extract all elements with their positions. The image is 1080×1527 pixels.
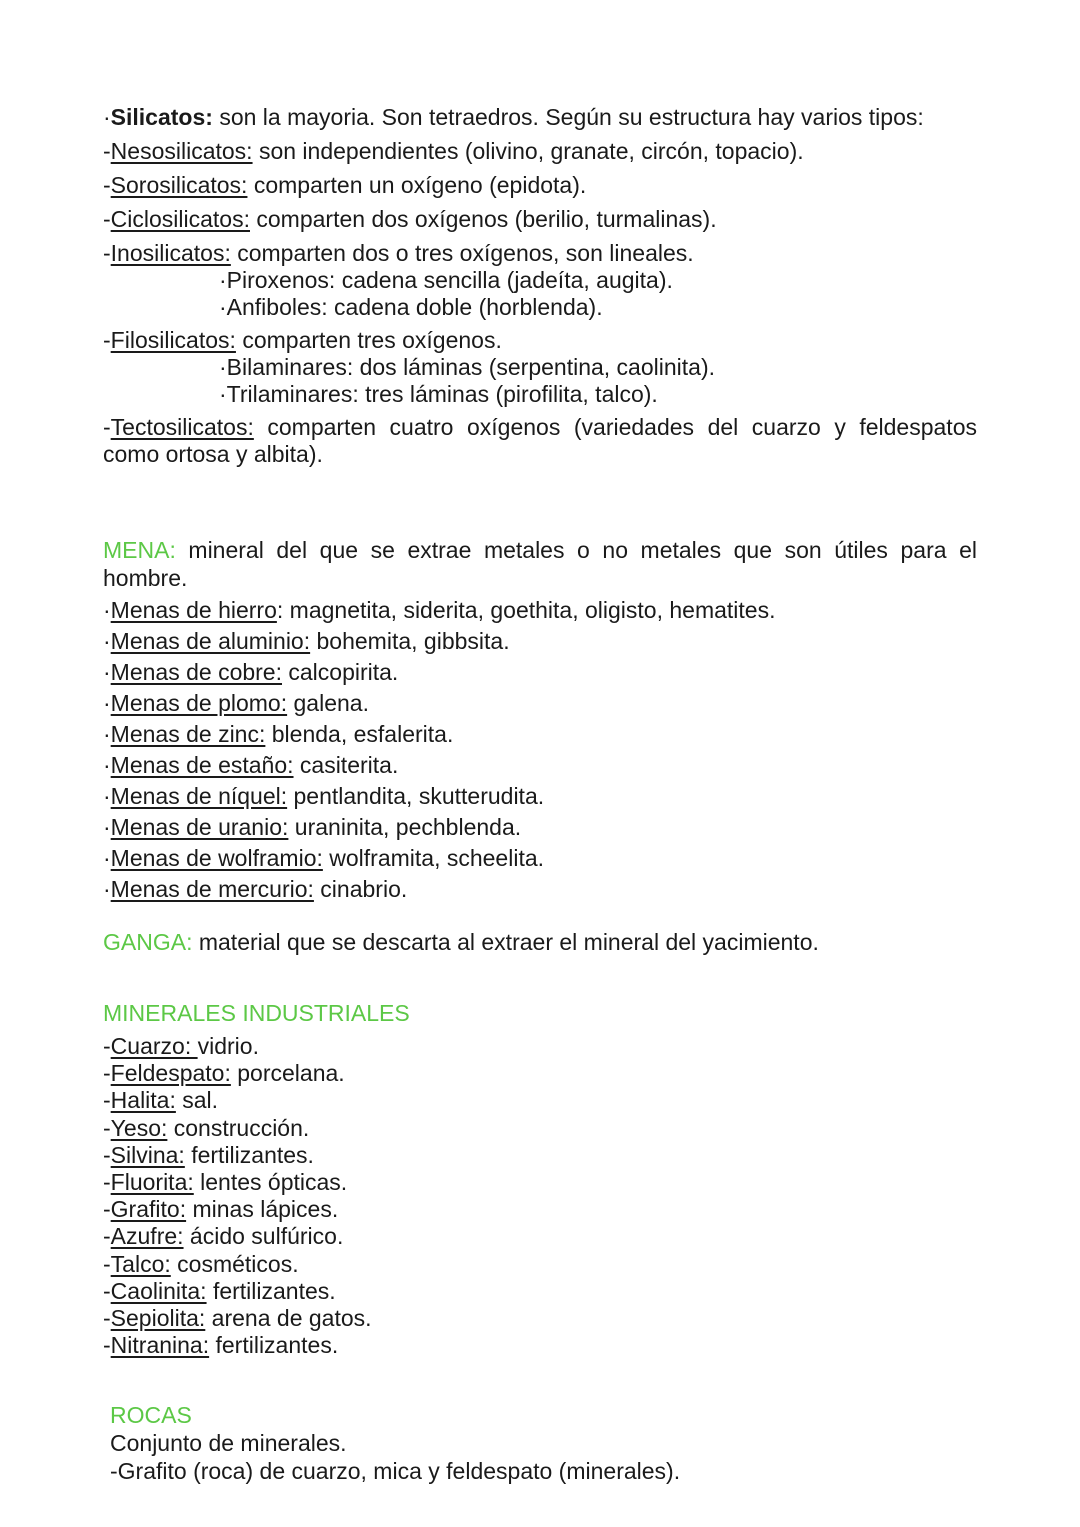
- silicate-type: -Sorosilicatos: comparten un oxígeno (epidota).: [103, 172, 587, 198]
- mena-heading: MENA:: [103, 537, 176, 563]
- silicate-subtype: ·Bilaminares: dos láminas (serpentina, caolinita).: [219, 354, 715, 380]
- ore-item: ·Menas de plomo: galena.: [103, 690, 369, 716]
- ore-label: Menas de plomo:: [110, 690, 288, 716]
- ore-item: ·Menas de aluminio: bohemita, gibbsita.: [103, 628, 510, 654]
- industrial-item: -Yeso: construcción.: [103, 1114, 310, 1141]
- ore-text: pentlandita, skutterudita.: [287, 783, 545, 809]
- silicatos-title: Silicatos:: [110, 104, 213, 130]
- ore-text: galena.: [287, 690, 369, 716]
- industrial-item: -Feldespato: porcelana.: [103, 1060, 345, 1087]
- ore-label: Menas de níquel:: [110, 783, 288, 809]
- silicate-type-text: comparten dos o tres oxígenos, son lineales.: [230, 240, 694, 266]
- ganga-heading: GANGA:: [103, 929, 193, 955]
- ore-text: wolframita, scheelita.: [322, 845, 545, 871]
- ore-item: ·Menas de hierro: magnetita, siderita, goethita, oligisto, hematites.: [103, 597, 776, 623]
- notes-page: [103, 104, 977, 1485]
- bullet: ·: [103, 104, 111, 130]
- mena-section: [103, 536, 977, 905]
- industrial-label: Talco:: [110, 1250, 171, 1277]
- industrial-item: -Azufre: ácido sulfúrico.: [103, 1223, 344, 1250]
- rocas-section: [103, 1401, 977, 1485]
- rocas-definition: Conjunto de minerales.: [110, 1430, 347, 1457]
- industrial-use: arena de gatos.: [205, 1305, 372, 1332]
- silicate-subtype: ·Piroxenos: cadena sencilla (jadeíta, augita).: [219, 267, 673, 293]
- rocas-example: -Grafito (roca) de cuarzo, mica y feldespato (minerales).: [110, 1458, 681, 1485]
- industrial-use: cosméticos.: [170, 1250, 299, 1277]
- silicate-type: -Ciclosilicatos: comparten dos oxígenos (berilio, turmalinas).: [103, 206, 717, 232]
- silicatos-intro: [103, 104, 977, 131]
- ganga-definition-text: material que se descarta al extraer el mineral del yacimiento.: [192, 929, 819, 955]
- industrial-label: Feldespato:: [110, 1060, 231, 1087]
- ore-item: ·Menas de wolframio: wolframita, scheelita.: [103, 845, 545, 871]
- industrial-label: Nitranina:: [110, 1332, 210, 1359]
- industrial-label: Yeso:: [110, 1114, 168, 1141]
- silicate-type: -Filosilicatos: comparten tres oxígenos. ·Bilaminares: dos láminas (serpentina, caolinita). ·Trilaminares: tres láminas (pirofilita, talco).: [103, 327, 977, 408]
- industrial-label: Halita:: [110, 1087, 176, 1114]
- ore-label: Menas de hierro: [110, 597, 277, 623]
- industrial-label: Sepiolita:: [110, 1305, 206, 1332]
- industrial-minerals-section: [103, 1000, 977, 1359]
- industrial-label: Caolinita:: [110, 1277, 207, 1304]
- industrial-use: sal.: [175, 1087, 219, 1114]
- silicate-type: -Inosilicatos: comparten dos o tres oxígenos, son lineales. ·Piroxenos: cadena sencilla (jadeíta, augita). ·Anfiboles: cadena doble (horblenda).: [103, 240, 977, 321]
- silicate-type-text: comparten un oxígeno (epidota).: [247, 172, 587, 198]
- industrial-use: porcelana.: [230, 1060, 345, 1087]
- ganga-definition: [103, 929, 977, 956]
- ore-text: : magnetita, siderita, goethita, oligisto, hematites.: [276, 597, 776, 623]
- ore-label: Menas de mercurio:: [110, 876, 314, 902]
- silicate-type-text: son independientes (olivino, granate, circón, topacio).: [252, 138, 804, 164]
- ore-text: calcopirita.: [282, 659, 399, 685]
- silicate-type: -Tectosilicatos: comparten cuatro oxígenos (variedades del cuarzo y feldespatos como ortosa y albita).: [103, 414, 977, 467]
- silicate-type-label: Tectosilicatos:: [110, 414, 254, 440]
- ore-item: ·Menas de mercurio: cinabrio.: [103, 876, 408, 902]
- industrial-use: construcción.: [167, 1114, 310, 1141]
- industrial-use: vidrio.: [197, 1033, 259, 1059]
- silicate-type: -Nesosilicatos: son independientes (olivino, granate, circón, topacio).: [103, 138, 804, 164]
- mena-definition-text: mineral del que se extrae metales o no metales que son útiles para el hombre.: [103, 537, 977, 591]
- ore-label: Menas de wolframio:: [110, 845, 323, 871]
- industrial-use: fertilizantes.: [206, 1277, 336, 1304]
- industrial-use: minas lápices.: [186, 1196, 339, 1223]
- industrial-label: Fluorita:: [110, 1169, 194, 1196]
- ore-item: ·Menas de níquel: pentlandita, skutterudita.: [103, 783, 545, 809]
- silicate-type-text: comparten cuatro oxígenos (variedades del cuarzo y feldespatos como ortosa y albita).: [103, 414, 977, 467]
- ore-item: ·Menas de uranio: uraninita, pechblenda.: [103, 814, 522, 840]
- rocas-heading: ROCAS: [110, 1402, 192, 1429]
- industrial-use: fertilizantes.: [184, 1141, 314, 1168]
- industrial-label: Azufre:: [110, 1223, 184, 1250]
- ore-text: casiterita.: [293, 752, 399, 778]
- ore-text: blenda, esfalerita.: [265, 721, 454, 747]
- industrial-label: Silvina:: [110, 1141, 185, 1168]
- ore-item: ·Menas de cobre: calcopirita.: [103, 659, 399, 685]
- silicate-type-label: Inosilicatos:: [110, 240, 231, 266]
- silicate-type-text: comparten tres oxígenos.: [235, 327, 502, 353]
- industrial-use: lentes ópticas.: [193, 1169, 348, 1196]
- silicate-type-label: Nesosilicatos:: [110, 138, 253, 164]
- ore-label: Menas de zinc:: [110, 721, 266, 747]
- silicate-type-text: comparten dos oxígenos (berilio, turmalinas).: [250, 206, 717, 232]
- industrial-item: -Caolinita: fertilizantes.: [103, 1277, 336, 1304]
- silicate-subtype: ·Trilaminares: tres láminas (pirofilita, talco).: [219, 381, 658, 407]
- ore-label: Menas de aluminio:: [110, 628, 311, 654]
- silicate-type-label: Ciclosilicatos:: [110, 206, 250, 232]
- industrial-item: -Silvina: fertilizantes.: [103, 1141, 314, 1168]
- industrial-heading: MINERALES INDUSTRIALES: [103, 1000, 410, 1026]
- ore-text: cinabrio.: [313, 876, 408, 902]
- silicate-type-label: Filosilicatos:: [110, 327, 236, 353]
- ore-label: Menas de cobre:: [110, 659, 282, 685]
- ore-text: uraninita, pechblenda.: [288, 814, 522, 840]
- industrial-label: Cuarzo:: [110, 1033, 198, 1059]
- silicate-type-label: Sorosilicatos:: [110, 172, 248, 198]
- industrial-item: -Talco: cosméticos.: [103, 1250, 299, 1277]
- industrial-item: -Fluorita: lentes ópticas.: [103, 1169, 348, 1196]
- ganga-section: [103, 929, 977, 956]
- industrial-item: -Grafito: minas lápices.: [103, 1196, 339, 1223]
- mena-definition: [103, 536, 977, 592]
- industrial-item: -Cuarzo: vidrio.: [103, 1033, 259, 1059]
- industrial-use: ácido sulfúrico.: [183, 1223, 344, 1250]
- silicatos-intro-text: son la mayoria. Son tetraedros. Según su estructura hay varios tipos:: [212, 104, 924, 130]
- silicate-subtype: ·Anfiboles: cadena doble (horblenda).: [219, 294, 603, 320]
- silicatos-section: [103, 104, 977, 468]
- industrial-item: -Halita: sal.: [103, 1087, 219, 1114]
- industrial-item: -Nitranina: fertilizantes.: [103, 1332, 339, 1359]
- industrial-item: -Sepiolita: arena de gatos.: [103, 1305, 372, 1332]
- industrial-use: fertilizantes.: [209, 1332, 339, 1359]
- ore-item: ·Menas de estaño: casiterita.: [103, 752, 399, 778]
- industrial-label: Grafito:: [110, 1196, 187, 1223]
- ore-item: ·Menas de zinc: blenda, esfalerita.: [103, 721, 454, 747]
- ore-text: bohemita, gibbsita.: [310, 628, 510, 654]
- ore-label: Menas de uranio:: [110, 814, 289, 840]
- ore-label: Menas de estaño:: [110, 752, 294, 778]
